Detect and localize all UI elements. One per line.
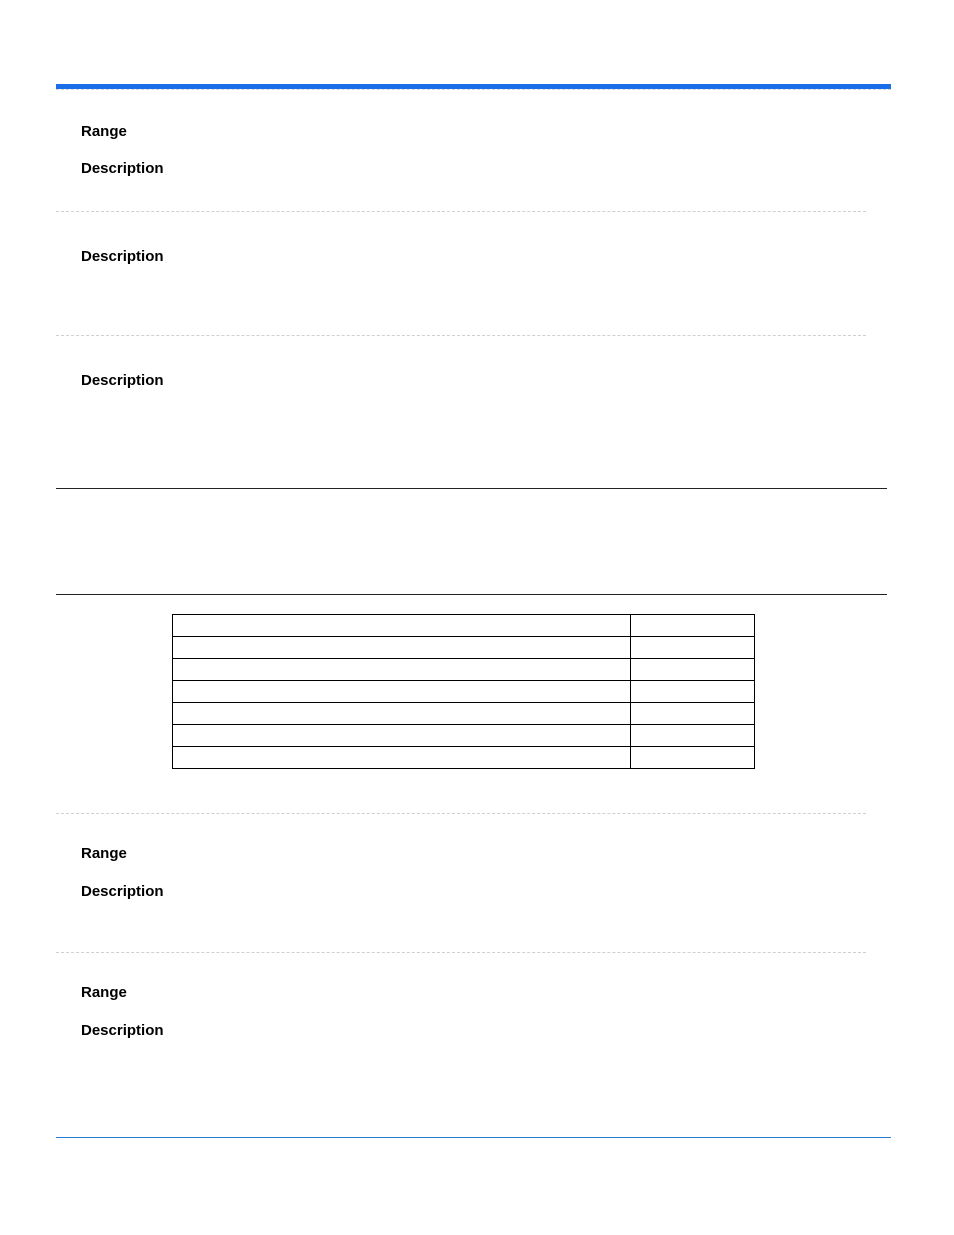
description-label: Description [81,248,164,265]
value-table [172,614,755,769]
heading-rule-top [56,488,887,489]
table-row [173,637,755,659]
footer-rule [56,1137,891,1138]
table-cell [173,703,631,725]
description-label: Description [81,372,164,389]
table-cell [173,747,631,769]
table-row [173,681,755,703]
section-divider [56,813,866,814]
description-label: Description [81,160,164,177]
table-cell [631,615,755,637]
table-cell [631,681,755,703]
table-cell [173,637,631,659]
table-cell [173,659,631,681]
table-cell [631,659,755,681]
range-label: Range [81,123,127,140]
table-row [173,659,755,681]
table-cell [631,725,755,747]
table-cell [631,703,755,725]
heading-rule-bottom [56,594,887,595]
range-label: Range [81,984,127,1001]
table-row [173,747,755,769]
table-row [173,615,755,637]
range-label: Range [81,845,127,862]
table-row [173,703,755,725]
table-cell [173,615,631,637]
table-cell [173,725,631,747]
table-cell [173,681,631,703]
table-row [173,725,755,747]
section-divider [56,335,866,336]
table-cell [631,747,755,769]
header-dashed-rule [56,89,891,90]
section-divider [56,952,866,953]
section-divider [56,211,866,212]
description-label: Description [81,883,164,900]
table-cell [631,637,755,659]
description-label: Description [81,1022,164,1039]
